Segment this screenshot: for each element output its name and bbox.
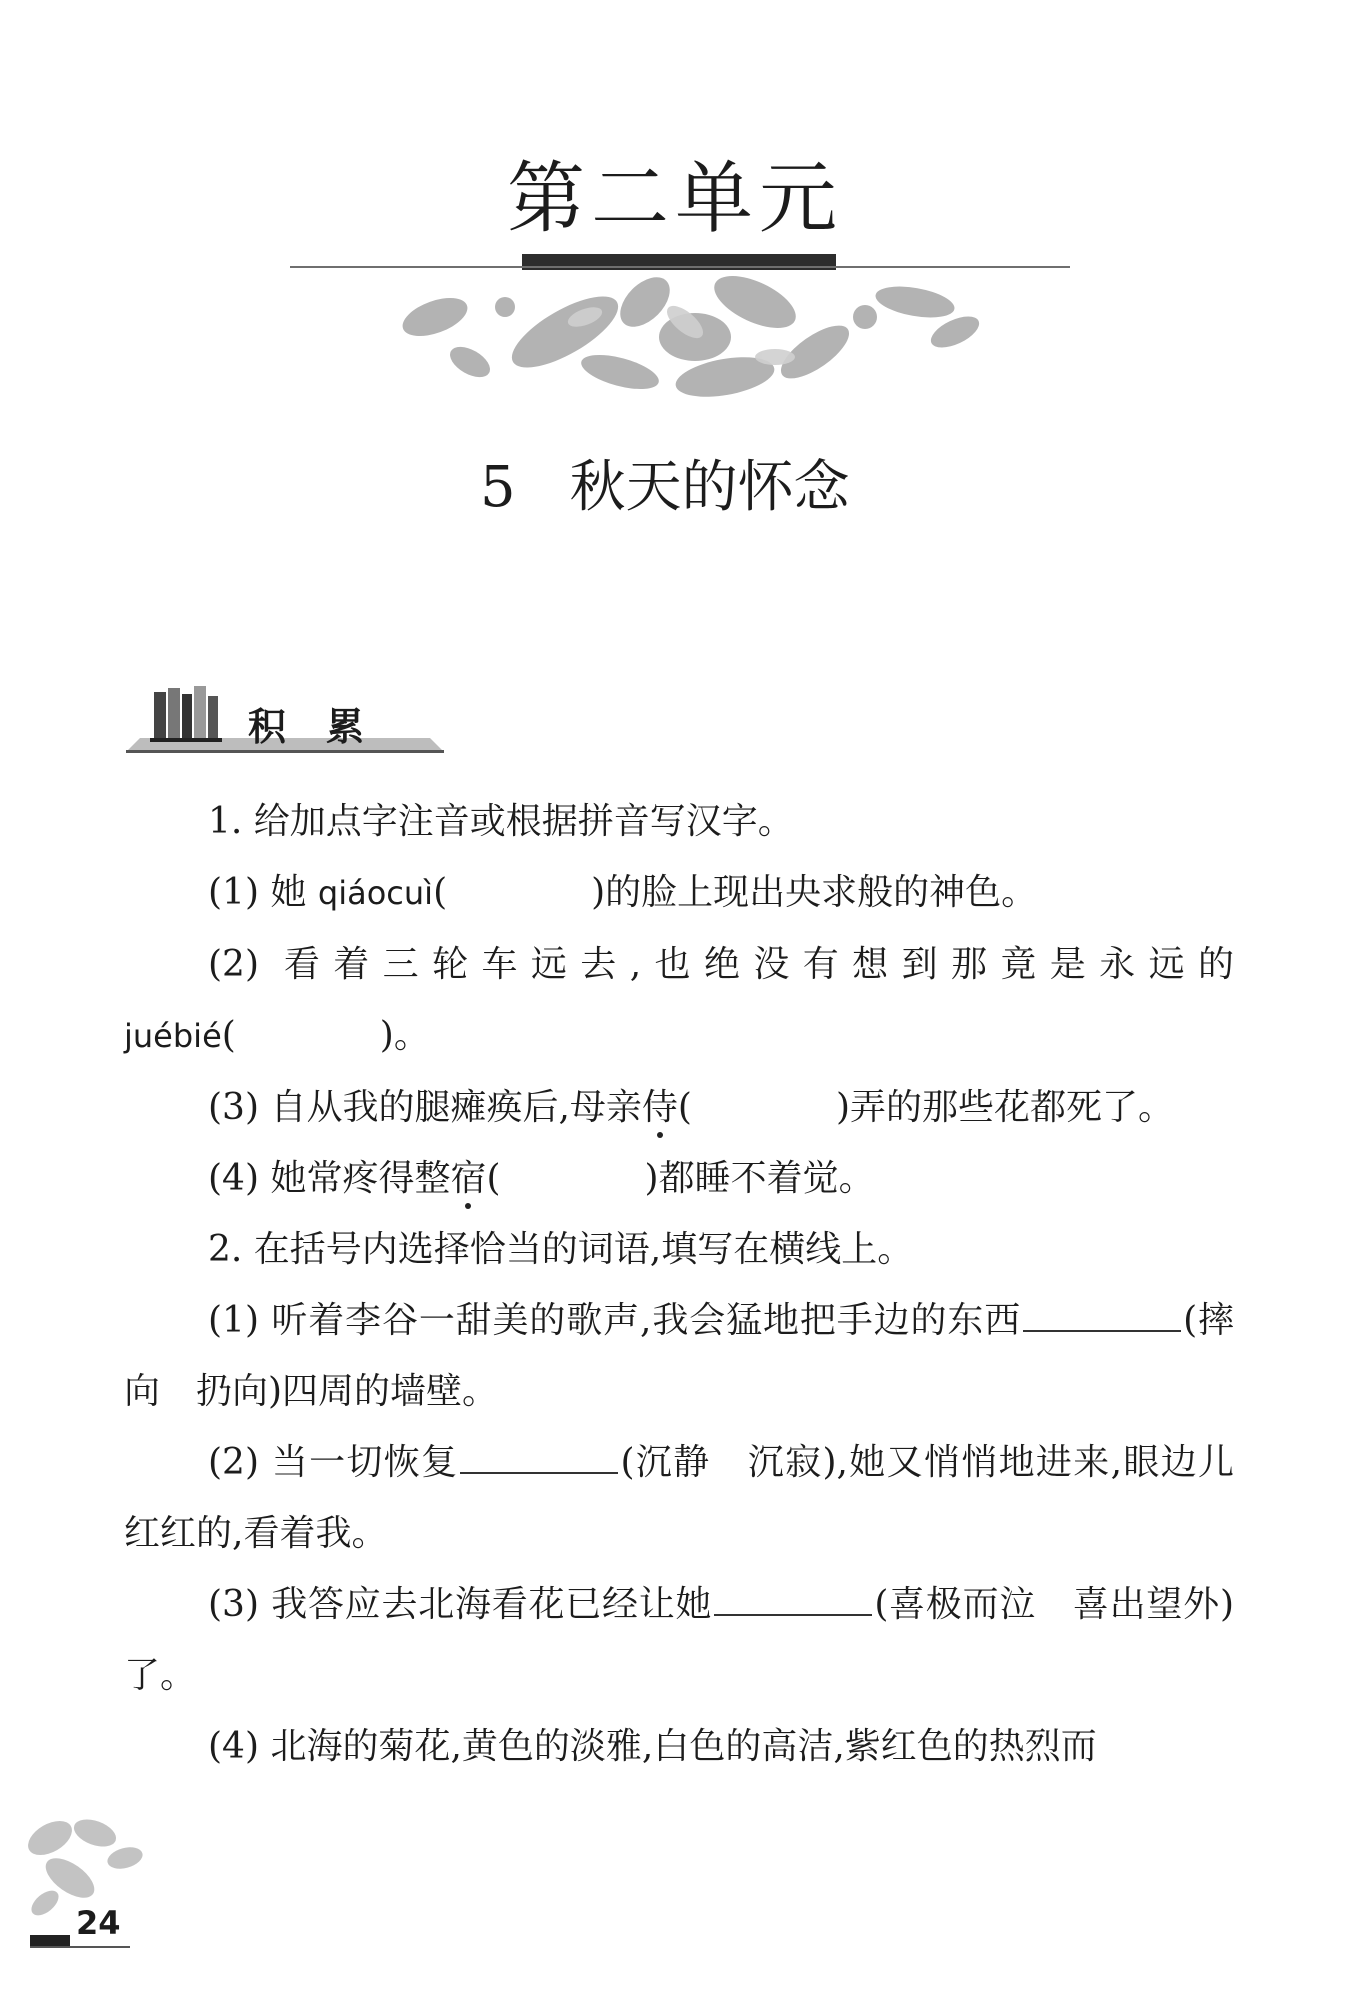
q2-item-4: (4) 北海的菊花,黄色的淡雅,白色的高洁,紫红色的热烈而: [208, 1726, 1097, 1767]
dotted-char: 侍: [641, 1087, 678, 1128]
page-line: [30, 1946, 130, 1948]
q2-item-3: (3) 我答应去北海看花已经让她 (喜极而泣 喜出望外)了。: [124, 1584, 1234, 1696]
q2-stem: 2. 在括号内选择恰当的词语,填写在横线上。: [208, 1229, 914, 1270]
section-label: 积累: [248, 705, 405, 749]
q2-item-2: (2) 当一切恢复 (沉静 沉寂),她又悄悄地进来,眼边儿红红的,看着我。: [124, 1442, 1234, 1554]
lesson-number: 5: [480, 455, 516, 520]
pinyin: juébié: [124, 1017, 222, 1055]
dotted-char: 宿: [450, 1158, 487, 1199]
answer-paren[interactable]: ( ): [677, 1087, 851, 1128]
answer-blank[interactable]: [460, 1442, 618, 1474]
q1-item-3: (3) 自从我的腿瘫痪后,母亲侍( )弄的那些花都死了。: [208, 1087, 1175, 1128]
unit-title: 第二单元: [506, 154, 843, 244]
q1-item-1: (1) 她 qiáocuì( )的脸上现出央求般的神色。: [208, 872, 1038, 913]
answer-paren[interactable]: ( ): [433, 872, 606, 913]
page-number: 24: [76, 1904, 121, 1942]
q2-item-1: (1) 听着李谷一甜美的歌声,我会猛地把手边的东西 (摔向 扔向)四周的墙壁。: [124, 1300, 1234, 1412]
answer-paren[interactable]: ( ): [486, 1158, 659, 1199]
answer-paren[interactable]: ( )。: [221, 1015, 430, 1056]
exercise-content: [124, 786, 1234, 1782]
q1-stem: 1. 给加点字注音或根据拼音写汉字。: [208, 801, 794, 842]
floral-decoration-icon: [395, 262, 995, 412]
answer-blank[interactable]: [1023, 1300, 1181, 1332]
pinyin: qiáocuì: [317, 874, 434, 912]
lesson-title: [480, 455, 850, 520]
q1-item-2: (2) 看着三轮车远去,也绝没有想到那竟是永远的 juébié( )。: [124, 944, 1234, 1056]
lesson-name: 秋天的怀念: [569, 455, 850, 520]
answer-blank[interactable]: [714, 1584, 872, 1616]
q1-item-4: (4) 她常疼得整宿( )都睡不着觉。: [208, 1158, 875, 1199]
